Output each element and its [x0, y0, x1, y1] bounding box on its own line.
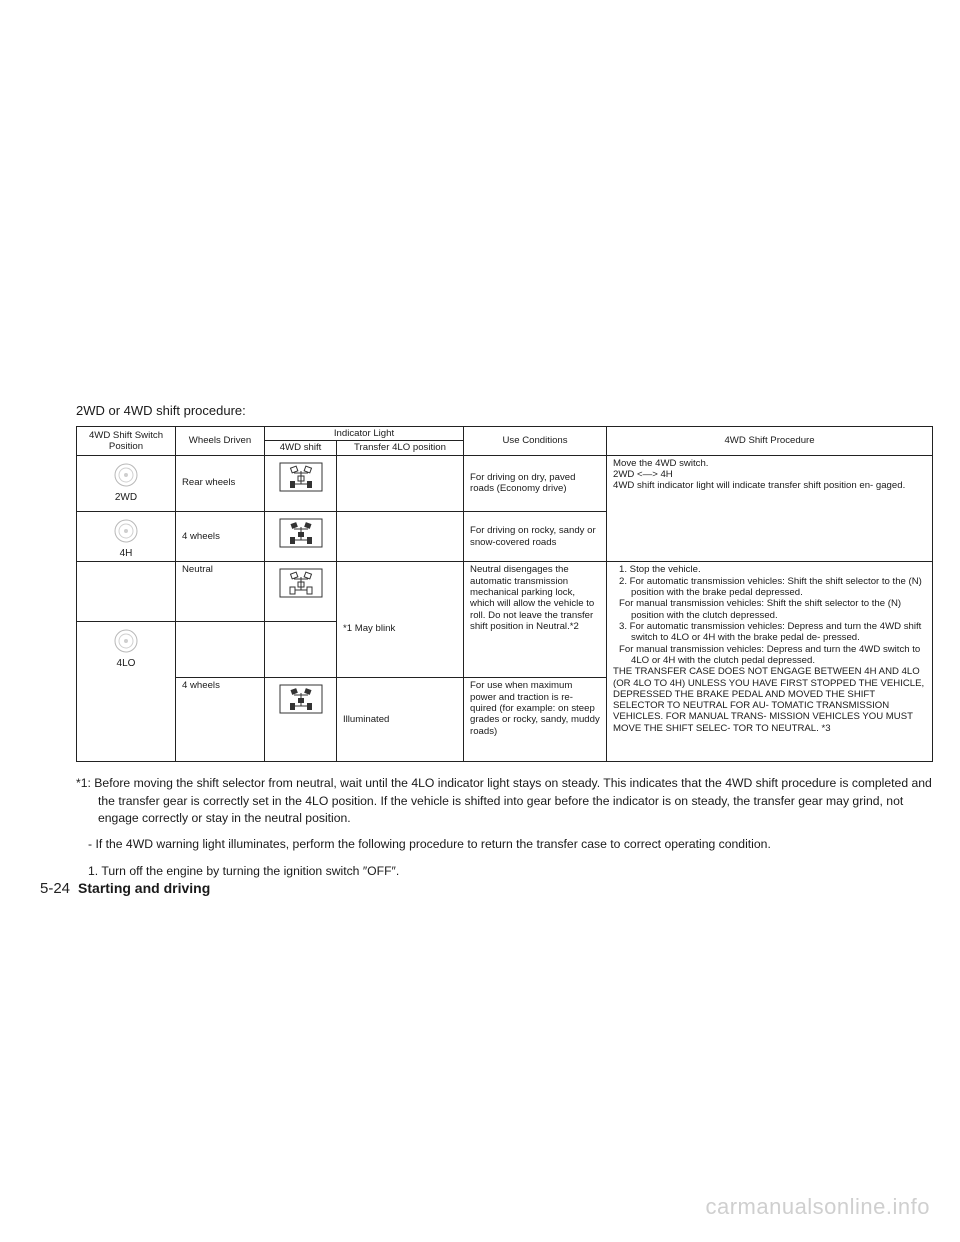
procedure-cell-2wd-4h: [607, 455, 933, 562]
section-name: Starting and driving: [78, 880, 211, 896]
position-label-4h: 4H: [119, 547, 133, 559]
watermark: carmanualsonline.info: [705, 1194, 930, 1219]
header-indicator-light: Indicator Light: [265, 427, 464, 441]
use-conditions-4lo: For use when maximum power and traction is re- quired (for example: on steep grades or rocky, sandy, muddy roads): [464, 678, 607, 762]
procedure-a-line1: Move the 4WD switch.: [613, 457, 709, 469]
header-use-conditions: Use Conditions: [464, 427, 607, 456]
4wd-switch-knob-icon: [113, 462, 139, 488]
position-cell-4lo: [77, 622, 176, 762]
indicator-cell-2wd: [265, 455, 337, 511]
use-conditions-2wd: For driving on dry, paved roads (Economy drive): [464, 455, 607, 511]
procedure-step-2: 2. For automatic transmission vehicles: Shift the shift selector to the (N) position with the brake pedal depressed.: [619, 575, 922, 599]
indicator-cell-4h: [265, 511, 337, 562]
procedure-step-2b: For manual transmission vehicles: Shift the shift selector to the (N) position with the clutch depressed.: [619, 598, 902, 621]
position-cell-4h: [77, 511, 176, 562]
use-conditions-4h: For driving on rocky, sandy or snow-covered roads: [464, 511, 607, 562]
header-switch-position: 4WD Shift Switch Position: [77, 427, 176, 456]
transfer-cell-neutral: [337, 562, 464, 678]
wheels-cell: 4 wheels: [176, 678, 265, 762]
procedure-step-3b: For manual transmission vehicles: Depress and turn the 4WD switch to 4LO or 4H with the clutch pedal depressed.: [619, 643, 921, 666]
transfer-neutral-text: *1 May blink: [343, 623, 396, 635]
4wd-shift-indicator-4lo-icon: [279, 684, 323, 714]
section-title: 2WD or 4WD shift procedure:: [76, 403, 246, 418]
procedure-cell-4lo: [607, 562, 933, 762]
procedure-steps: [613, 564, 926, 666]
4wd-shift-indicator-2wd-icon: [279, 462, 323, 492]
header-transfer-4lo: Transfer 4LO position: [337, 441, 464, 455]
use-conditions-neutral: Neutral disengages the automatic transmission mechanical parking lock, which will allow the vehicle to roll. Do not leave the transfer shift position in Neutral.*2: [464, 562, 607, 678]
position-cell-2wd: [77, 455, 176, 511]
wheels-neutral-continuation: [176, 622, 265, 678]
position-cell-neutral: [77, 562, 176, 622]
indicator-cell-4lo: [265, 678, 337, 762]
footnote-3: 1. Turn off the engine by turning the ignition switch ″OFF″.: [88, 864, 400, 878]
position-label-2wd: 2WD: [114, 491, 138, 503]
page-number: 5-24: [40, 880, 71, 897]
4wd-switch-knob-icon: [113, 628, 139, 654]
4wd-shift-indicator-neutral-icon: [279, 568, 323, 598]
transfer-cell-4lo: Illuminated: [337, 678, 464, 762]
wheels-cell: Neutral: [176, 562, 265, 622]
shift-procedure-table: [76, 426, 933, 762]
footnote-1: [76, 775, 936, 828]
wheels-cell: Rear wheels: [176, 455, 265, 511]
indicator-neutral-continuation: [265, 622, 337, 678]
procedure-a-line2: 2WD <—> 4H: [613, 468, 673, 480]
transfer-cell-4h: [337, 511, 464, 562]
position-label-4lo: 4LO: [116, 658, 136, 670]
footnote-2: - If the 4WD warning light illuminates, perform the following procedure to return the transfer case to correct operating condition.: [88, 837, 771, 851]
page-footer: [40, 880, 210, 897]
header-shift-procedure: 4WD Shift Procedure: [607, 427, 933, 456]
procedure-step-3: 3. For automatic transmission vehicles: Depress and turn the 4WD shift switch to 4LO or 4H with the brake pedal de- pressed.: [619, 620, 922, 644]
4wd-switch-knob-icon: [113, 518, 139, 544]
footnote-1-text: *1: Before moving the shift selector from neutral, wait until the 4LO indicator light stays on steady. This indicates that the 4WD shift procedure is completed and the transfer gear is correctly set in the 4LO position. If the vehicle is shifted into gear before the indicator is on steady, the transfer gear may grind, not engage correctly or stay in the neutral position.: [76, 776, 932, 826]
transfer-cell-2wd: [337, 455, 464, 511]
4wd-shift-indicator-4wd-icon: [279, 518, 323, 548]
procedure-step-1: 1. Stop the vehicle.: [619, 564, 701, 576]
header-wheels-driven: Wheels Driven: [176, 427, 265, 456]
procedure-a-line3: 4WD shift indicator light will indicate transfer shift position en- gaged.: [613, 480, 906, 492]
wheels-cell: 4 wheels: [176, 511, 265, 562]
indicator-cell-neutral: [265, 562, 337, 622]
procedure-warning: THE TRANSFER CASE DOES NOT ENGAGE BETWEEN 4H AND 4LO (OR 4LO TO 4H) UNLESS YOU HAVE FIRST STOPPED THE VEHICLE, DEPRESSED THE BRAKE PEDAL AND MOVED THE SHIFT SELECTOR TO NEUTRAL FOR AU- TOMATIC TRANSMISSION VEHICLES. FOR MANUAL TRANS- MISSION VEHICLES YOU MUST MOVE THE SHIFT SELEC- TOR TO NEUTRAL. *3: [613, 666, 925, 734]
header-4wd-shift: 4WD shift: [265, 441, 337, 455]
